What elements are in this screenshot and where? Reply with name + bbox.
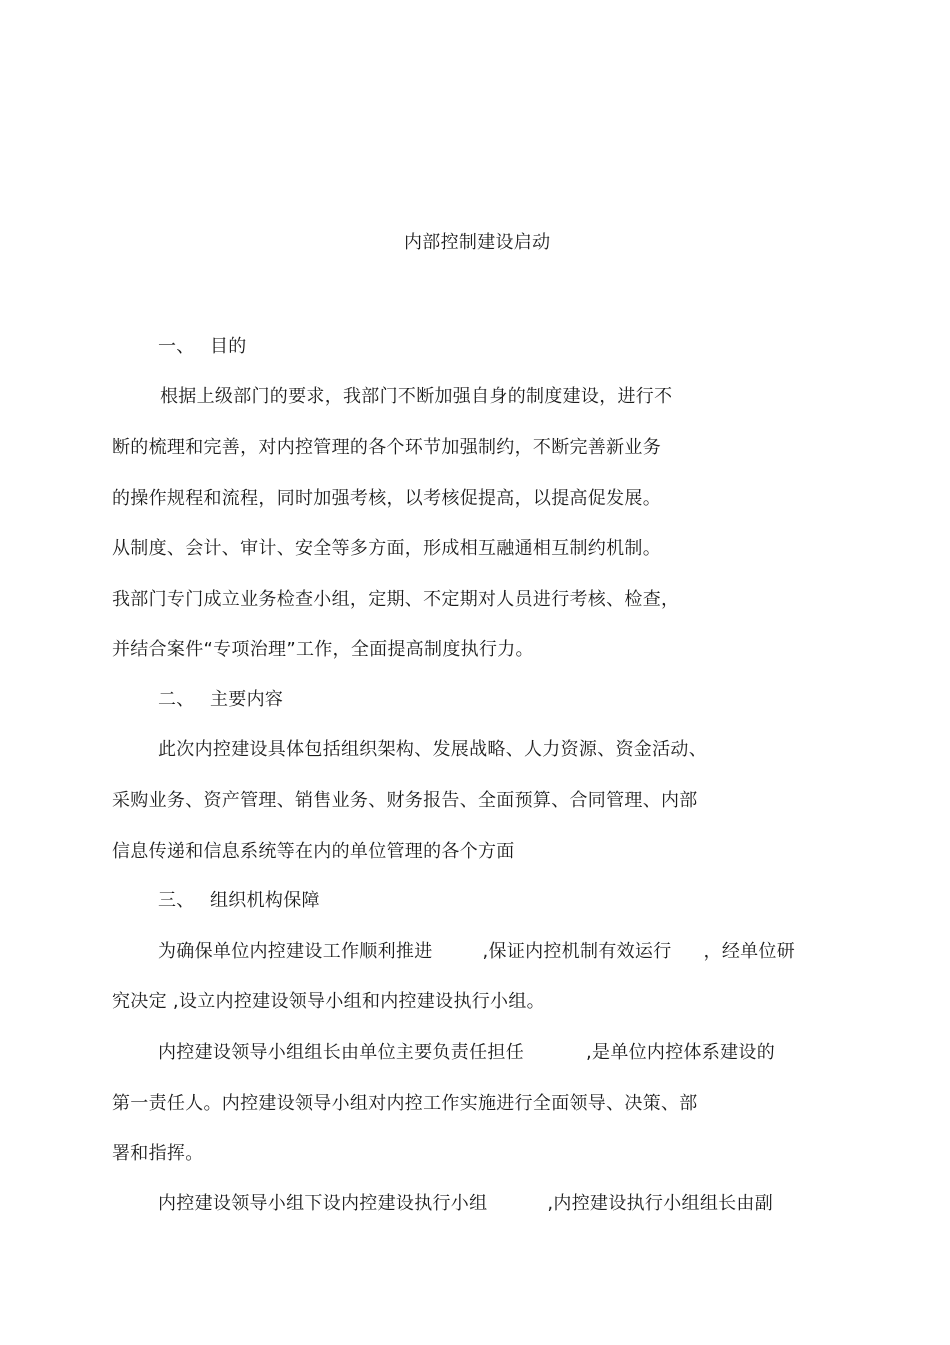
section-heading-3: [158, 889, 320, 913]
section-number: 二、: [158, 689, 195, 710]
text-segment: ,是单位内控体系建设的: [586, 1042, 776, 1063]
paragraph-line: 的操作规程和流程，同时加强考核，以考核促提高，以提高促发展。: [112, 488, 661, 509]
text-segment: ,保证内控机制有效运行: [482, 941, 672, 962]
paragraph-line: 采购业务、资产管理、销售业务、财务报告、全面预算、合同管理、内部: [112, 790, 698, 811]
paragraph-line: [158, 1041, 775, 1065]
paragraph-line: [158, 940, 795, 964]
paragraph-line: 我部门专门成立业务检查小组，定期、不定期对人员进行考核、检查，: [112, 589, 680, 610]
paragraph-line: 断的梳理和完善，对内控管理的各个环节加强制约，不断完善新业务: [112, 437, 661, 458]
paragraph-line: 究决定 ,设立内控建设领导小组和内控建设执行小组。: [112, 991, 545, 1012]
paragraph-line: 从制度、会计、审计、安全等多方面，形成相互融通相互制约机制。: [112, 538, 661, 559]
paragraph-line: 根据上级部门的要求，我部门不断加强自身的制度建设，进行不: [160, 386, 673, 407]
section-heading-2: [158, 688, 283, 712]
section-heading-1: [158, 335, 247, 359]
paragraph-line: 信息传递和信息系统等在内的单位管理的各个方面: [112, 841, 515, 862]
paragraph-line: 第一责任人。内控建设领导小组对内控工作实施进行全面领导、决策、部: [112, 1093, 698, 1114]
text-segment: 内控建设领导小组组长由单位主要负责任担任: [158, 1042, 524, 1063]
section-title: 目的: [210, 336, 247, 357]
paragraph-line: 并结合案件“专项治理”工作，全面提高制度执行力。: [112, 639, 534, 660]
text-segment: 内控建设领导小组下设内控建设执行小组: [158, 1193, 488, 1214]
paragraph-line: 署和指挥。: [112, 1143, 204, 1164]
section-title: 主要内容: [210, 689, 284, 710]
paragraph-line: 此次内控建设具体包括组织架构、发展战略、人力资源、资金活动、: [158, 739, 707, 760]
text-segment: ，经单位研: [703, 941, 796, 962]
paragraph-line: [158, 1192, 773, 1216]
page-title: 内部控制建设启动: [404, 232, 551, 253]
text-segment: ,内控建设执行小组组长由副: [547, 1193, 774, 1214]
section-title: 组织机构保障: [210, 890, 320, 911]
section-number: 三、: [158, 890, 195, 911]
text-segment: 为确保单位内控建设工作顺利推进: [158, 941, 433, 962]
section-number: 一、: [158, 336, 195, 357]
